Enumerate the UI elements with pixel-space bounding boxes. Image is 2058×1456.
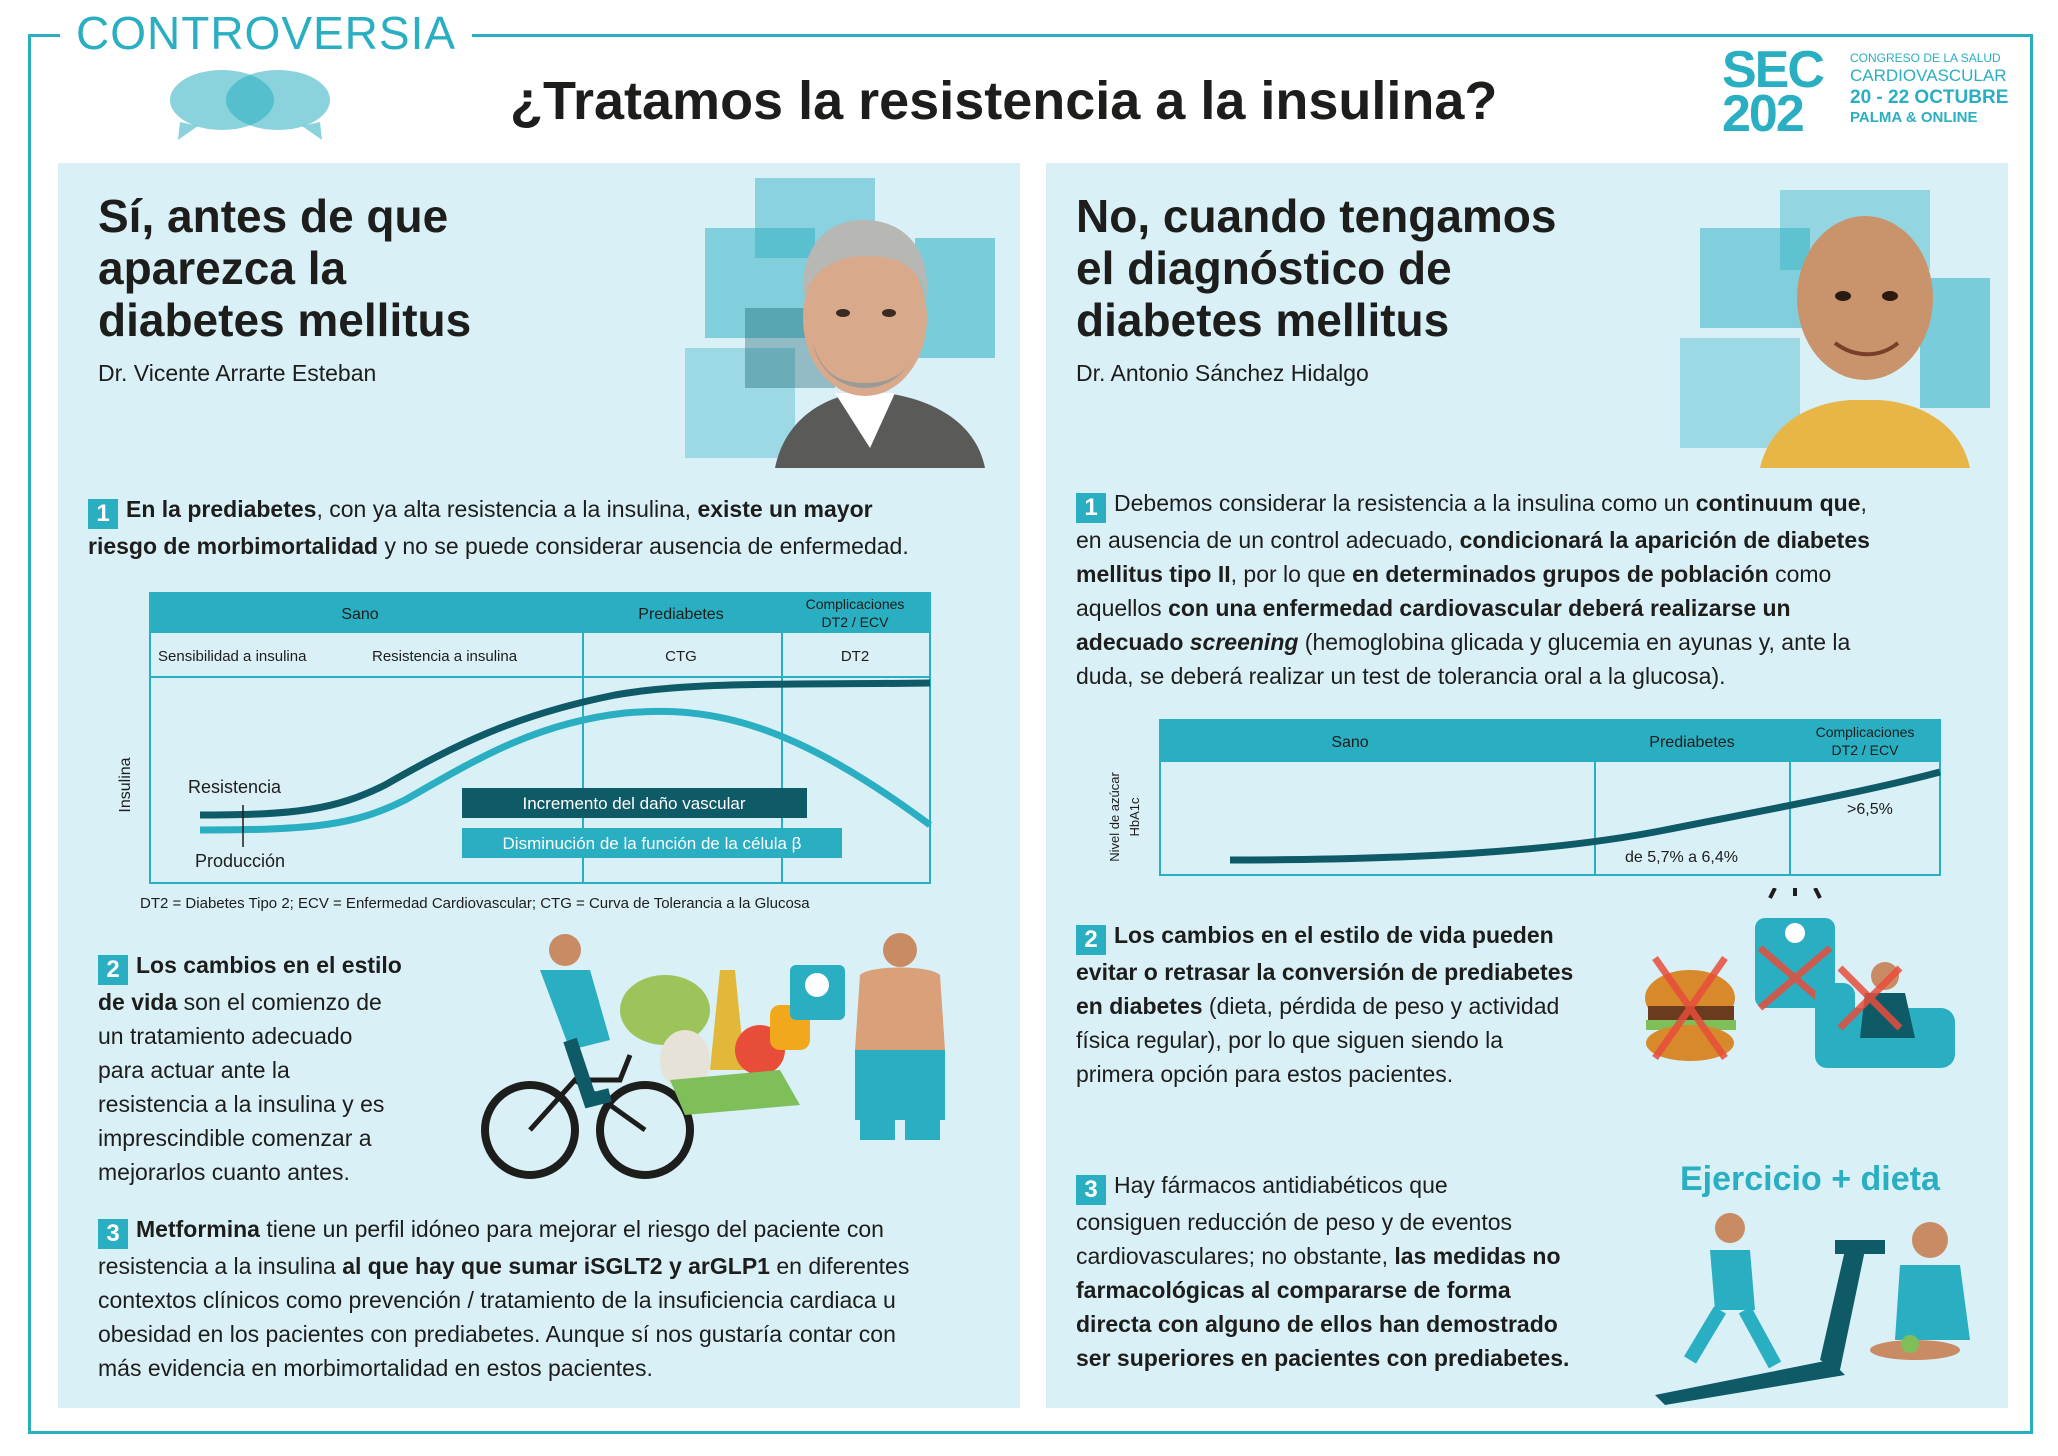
label-resistencia: Resistencia xyxy=(188,777,282,797)
header-sano: Sano xyxy=(341,606,379,623)
congress-line2: CARDIOVASCULAR xyxy=(1850,65,2007,85)
header-sano: Sano xyxy=(1331,734,1369,751)
label-high: >6,5% xyxy=(1847,801,1893,818)
left-point-3: 3 Metformina tiene un perfil idóneo para mejorar el riesgo del paciente con resistencia a la insulina al que hay que sumar iSGLT2 y arGLP1 en diferentes contextos clínicos como prevención / tratamiento de la insuficiencia cardiaca u obesidad en los pacientes con prediabetes. Aunque sí nos gustaría contar con más evidencia en morbimortalidad en estos pacientes. xyxy=(98,1216,910,1381)
hba1c-chart xyxy=(1105,712,1945,882)
y-axis-label: Insulina xyxy=(117,757,134,813)
header-comp1: Complicaciones xyxy=(805,596,905,612)
header-prediabetes: Prediabetes xyxy=(1649,734,1735,751)
congress-logo xyxy=(1722,41,2022,148)
header-comp2: DT2 / ECV xyxy=(1831,742,1899,758)
portrait-right xyxy=(1680,178,2000,468)
exercise-diet-illustration xyxy=(1655,1210,1985,1405)
portrait-left xyxy=(685,178,1005,468)
footnote: DT2 = Diabetes Tipo 2; ECV = Enfermedad Cardiovascular; CTG = Curva de Tolerancia a la Glucosa xyxy=(140,895,810,912)
congress-dates: 20 - 22 OCTUBRE xyxy=(1850,87,2009,109)
panel-no-title: No, cuando tengamos el diagnóstico de diabetes mellitus xyxy=(1076,190,1557,346)
box-vascular: Incremento del daño vascular xyxy=(522,794,746,813)
sub-sensibilidad: Sensibilidad a insulina xyxy=(158,648,307,665)
exercise-diet-label: Ejercicio + dieta xyxy=(1680,1160,1940,1198)
label-produccion: Producción xyxy=(195,851,286,871)
label-range: de 5,7% a 6,4% xyxy=(1625,849,1738,866)
right-point-1: 1 Debemos considerar la resistencia a la insulina como un continuum que, en ausencia de un control adecuado, condicionará la aparición de diabetes mellitus tipo II, por lo que en determinados grupos de población como aquellos con una enfermedad cardiovascular deberá realizarse un adecuado screening (hemoglobina glicada y glucemia en ayunas y, ante la duda, se deberá realizar un test de tolerancia oral a la glucosa). xyxy=(1076,490,1870,689)
insulin-chart xyxy=(95,585,935,885)
author-left: Dr. Vicente Arrarte Esteban xyxy=(98,360,377,386)
logo-bottom: 202 xyxy=(1722,85,1803,143)
badge-2: 2 xyxy=(98,955,128,985)
page-title: ¿Tratamos la resistencia a la insulina? xyxy=(510,71,1498,131)
header-prediabetes: Prediabetes xyxy=(638,606,724,623)
right-point-2: 2 Los cambios en el estilo de vida pueden evitar o retrasar la conversión de prediabetes en diabetes (dieta, pérdida de peso y actividad física regular), por lo que siguen siendo la primera opción para estos pacientes. xyxy=(1076,922,1574,1087)
sub-dt2: DT2 xyxy=(840,648,870,665)
lifestyle-illustration xyxy=(470,930,970,1200)
logo-top: SEC xyxy=(1722,41,1823,99)
unhealthy-habits-illustration xyxy=(1630,888,1970,1108)
badge-1: 1 xyxy=(1076,493,1106,523)
brand-label: CONTROVERSIA xyxy=(60,6,472,60)
left-point-2: 2 Los cambios en el estilo de vida son el comienzo de un tratamiento adecuado para actuar ante la resistencia a la insulina y es imprescindible comenzar a mejorarlos cuanto antes. xyxy=(98,952,402,1185)
sub-resistencia: Resistencia a insulina xyxy=(372,648,518,665)
box-beta: Disminución de la función de la célula β xyxy=(502,834,802,853)
right-point-3: 3 Hay fármacos antidiabéticos que consiguen reducción de peso y de eventos cardiovasculares; no obstante, las medidas no farmacológicas al compararse de forma directa con alguno de ellos han demostrado ser superiores en pacientes con prediabetes. xyxy=(1076,1172,1570,1371)
badge-3: 3 xyxy=(98,1219,128,1249)
y-axis-label-2: HbA1c xyxy=(1127,797,1142,837)
congress-location: PALMA & ONLINE xyxy=(1850,109,1978,127)
congress-line1: CONGRESO DE LA SALUD xyxy=(1850,51,2001,65)
sub-ctg: CTG xyxy=(665,648,697,665)
speech-bubbles-icon xyxy=(170,64,330,144)
author-right: Dr. Antonio Sánchez Hidalgo xyxy=(1076,360,1369,386)
header-comp2: DT2 / ECV xyxy=(821,614,889,630)
badge-2: 2 xyxy=(1076,925,1106,955)
badge-3: 3 xyxy=(1076,1175,1106,1205)
left-point-1: 1 En la prediabetes, con ya alta resistencia a la insulina, existe un mayor riesgo de morbimortalidad y no se puede considerar ausencia de enfermedad. xyxy=(88,496,909,559)
header-comp1: Complicaciones xyxy=(1815,724,1915,740)
badge-1: 1 xyxy=(88,499,118,529)
y-axis-label-1: Nivel de azúcar xyxy=(1107,772,1122,862)
panel-yes-title: Sí, antes de que aparezca la diabetes mellitus xyxy=(98,190,472,346)
